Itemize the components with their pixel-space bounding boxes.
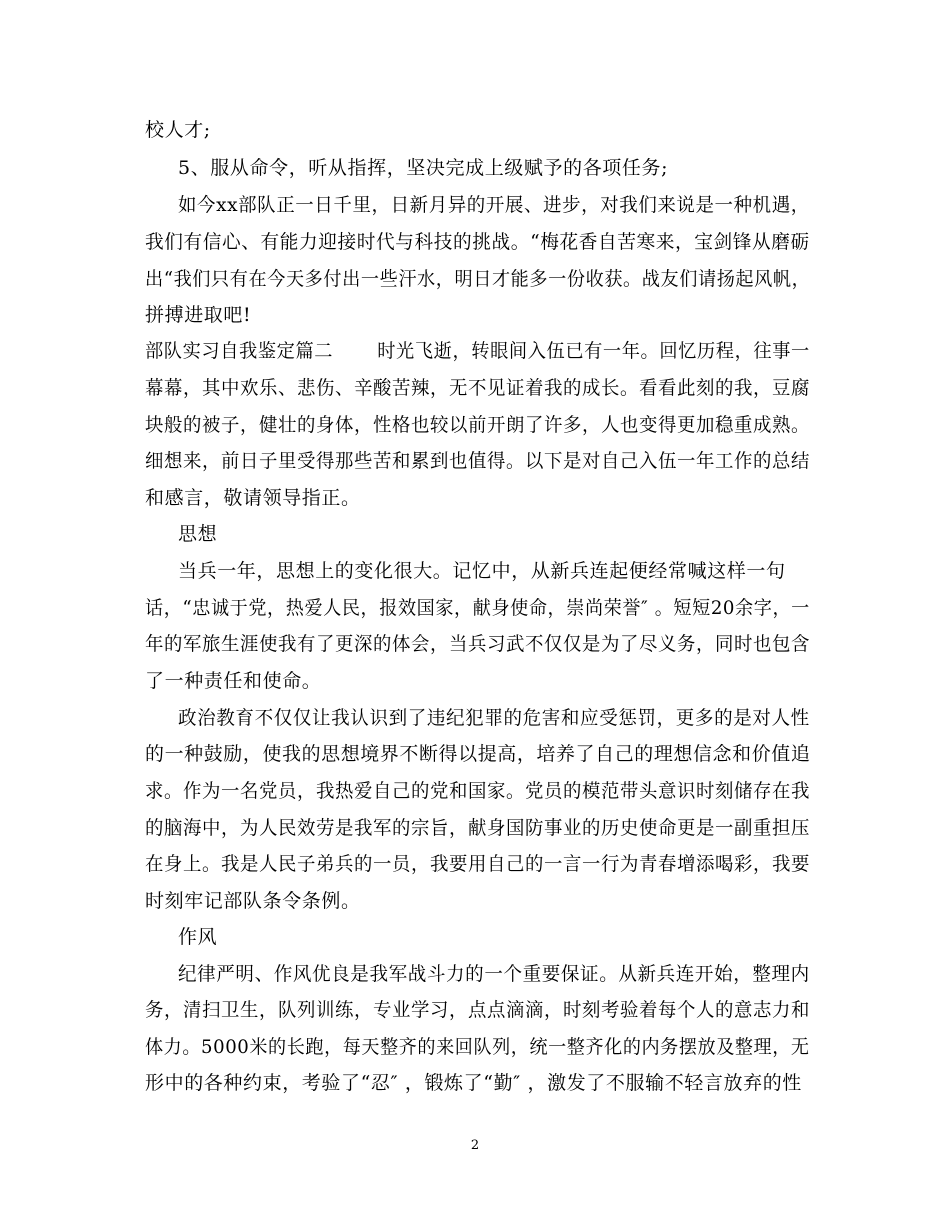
text-line: 当兵一年，思想上的变化很大。记忆中，从新兵连起便经常喊这样一句 (178, 560, 786, 582)
text-line: 拼搏进取吧! (145, 304, 252, 326)
subheading-style: 作风 (178, 926, 218, 948)
text-line: 了一种责任和使命。 (145, 670, 322, 692)
text-line: 在身上。我是人民子弟兵的一员，我要用自己的一言一行为青春增添喝彩，我要 (145, 853, 811, 875)
text-line: 纪律严明、作风优良是我军战斗力的一个重要保证。从新兵连开始，整理内 (178, 963, 810, 985)
text-line: 形中的各种约束，考验了“忍″ ，锻炼了“勤″ ，激发了不服输不轻言放弃的性 (145, 1072, 802, 1094)
text-line: 话，“忠诚于党，热爱人民，报效国家，献身使命，崇尚荣誉″ 。短短20余字，一 (145, 597, 810, 619)
section-heading-line (145, 339, 810, 363)
text-line: 的一种鼓励，使我的思想境界不断得以提高，培养了自己的理想信念和价值追 (145, 743, 811, 765)
text-line: 和感言，敬请领导指正。 (145, 487, 361, 509)
text-line: 政治教育不仅仅让我认识到了违纪犯罪的危害和应受惩罚，更多的是对人性 (178, 707, 810, 729)
text-line: 幕幕，其中欢乐、悲伤、辛酸苦辣，无不见证着我的成长。看看此刻的我，豆腐 (145, 377, 811, 399)
text-line: 出“我们只有在今天多付出一些汗水，明日才能多一份收获。战友们请扬起风帆， (145, 268, 811, 290)
text-line: 校人才; (145, 119, 211, 141)
page-number: 2 (470, 1138, 480, 1153)
text-line: 5、服从命令，听从指挥，坚决完成上级赋予的各项任务; (178, 157, 669, 179)
text-line: 时刻牢记部队条令条例。 (145, 890, 361, 912)
text-line: 细想来，前日子里受得那些苦和累到也值得。以下是对自己入伍一年工作的总结 (145, 450, 811, 472)
text-line: 求。作为一名党员，我热爱自己的党和国家。党员的模范带头意识时刻储存在我 (145, 780, 811, 802)
text-line: 务，清扫卫生，队列训练，专业学习，点点滴滴，时刻考验着每个人的意志力和 (145, 999, 811, 1021)
text-line: 我们有信心、有能力迎接时代与科技的挑战。“梅花香自苦寒来，宝剑锋从磨砺 (145, 231, 810, 253)
subheading-thought: 思想 (178, 523, 218, 545)
text-line: 年的军旅生涯使我有了更深的体会，当兵习武不仅仅是为了尽义务，同时也包含 (145, 633, 811, 655)
text-line: 块般的被子，健壮的身体，性格也较以前开朗了许多，人也变得更加稳重成熟。 (145, 414, 811, 436)
section-first-line: 时光飞逝，转眼间入伍已有一年。回忆历程，往事一 (377, 340, 810, 362)
text-line: 体力。5000米的长跑，每天整齐的来回队列，统一整齐化的内务摆放及整理，无 (145, 1036, 810, 1058)
text-line: 如今xx部队正一日千里，日新月异的开展、进步，对我们来说是一种机遇， (178, 194, 810, 216)
section-title: 部队实习自我鉴定篇二 (145, 340, 334, 362)
text-line: 的脑海中，为人民效劳是我军的宗旨，献身国防事业的历史使命更是一副重担压 (145, 817, 811, 839)
